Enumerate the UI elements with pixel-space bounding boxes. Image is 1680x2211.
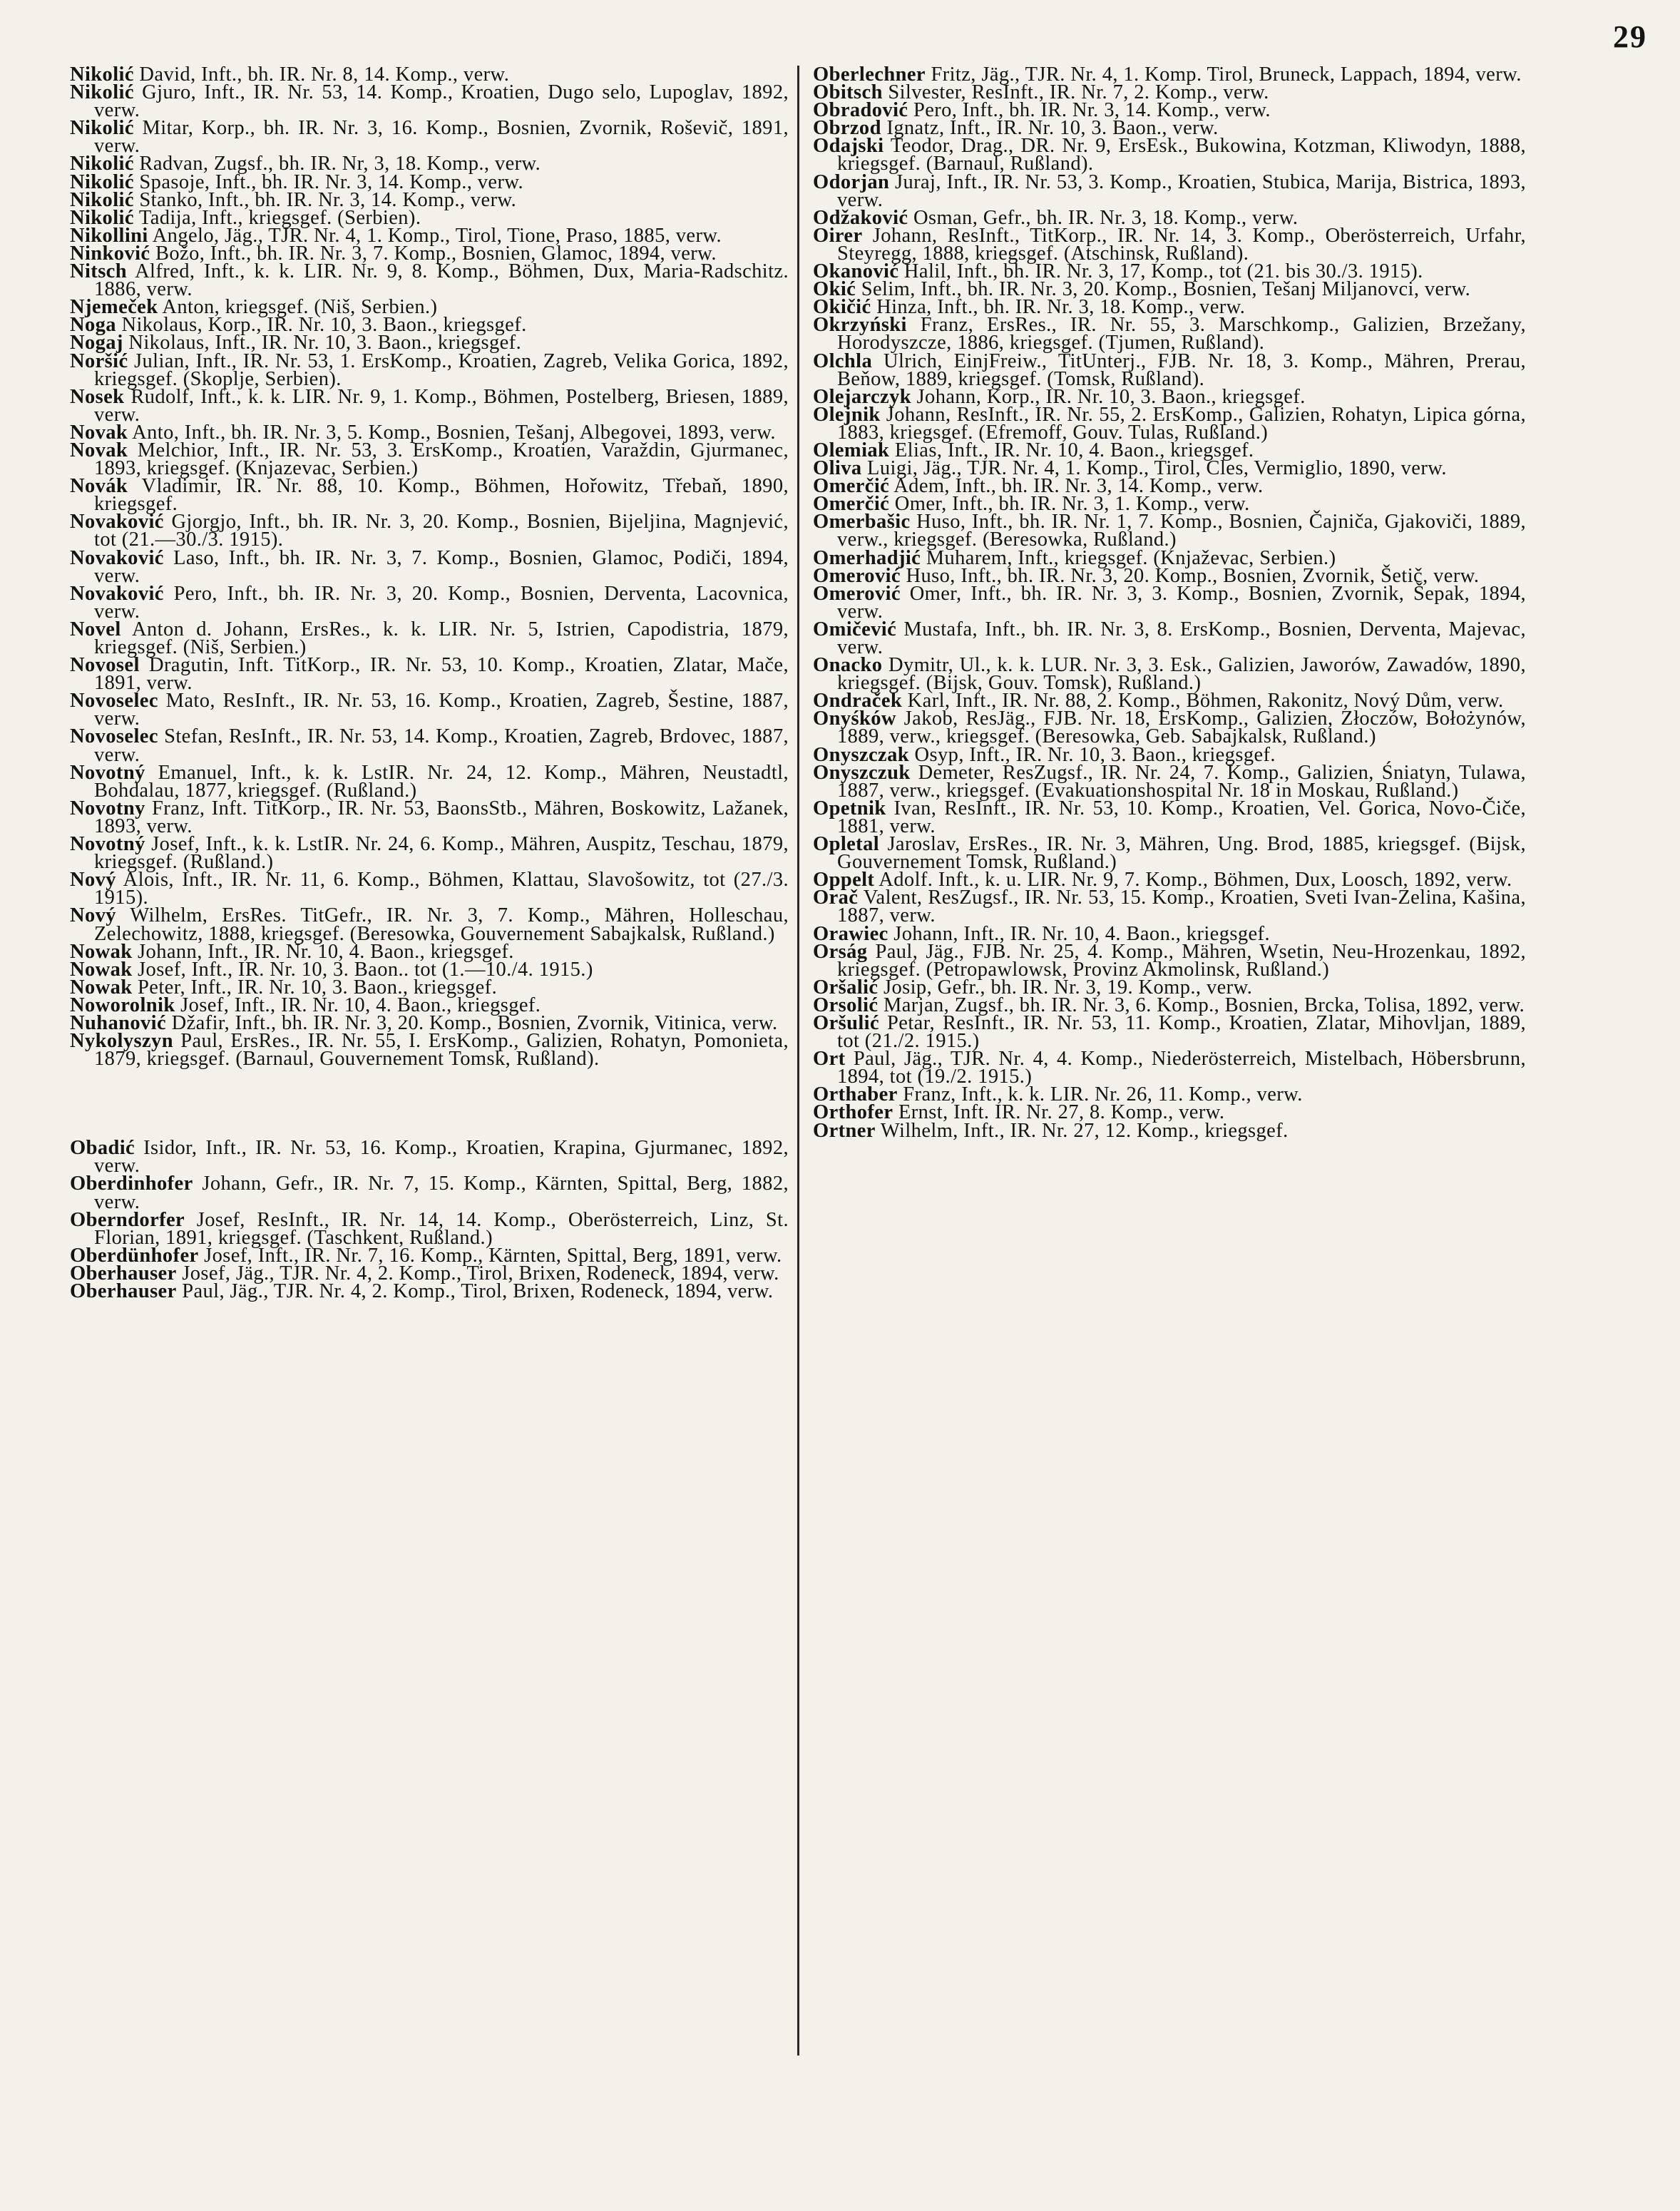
entry-name: Omerhadjić <box>813 546 921 569</box>
entry-text: Wilhelm, Inft., IR. Nr. 27, 12. Komp., kriegsgef. <box>880 1119 1289 1142</box>
list-entry <box>70 439 789 480</box>
list-entry <box>813 511 1526 551</box>
list-entry <box>70 546 789 587</box>
entry-text: Josef, Inft., IR. Nr. 10, 3. Baon.. tot (1.—10./4. 1915.) <box>138 958 593 981</box>
entry-name: Onyszczak <box>813 743 910 766</box>
entry-name: Nový <box>70 869 116 892</box>
list-entry <box>70 385 789 426</box>
entry-name: Novak <box>70 421 128 444</box>
entry-text: Dymitr, Ul., k. k. LUR. Nr. 3, 3. Esk., Galizien, Jaworów, Zawadów, 1890, kriegsgef. (Bijsk, Gouv. Tomsk), Rußland.) <box>837 654 1526 695</box>
entry-text: Julian, Inft., IR. Nr. 53, 1. ErsKomp., Kroatien, Zagreb, Velika Gorica, 1892, kriegsgef. (Skoplje, Serbien). <box>94 349 789 390</box>
entry-name: Olchla <box>813 349 873 372</box>
entry-text: Josef, Inft., IR. Nr. 10, 4. Baon., kriegsgef. <box>180 994 541 1016</box>
entry-name: Odžaković <box>813 206 908 229</box>
entry-text: David, Inft., bh. IR. Nr. 8, 14. Komp., verw. <box>139 63 510 86</box>
list-entry <box>813 403 1526 444</box>
list-entry <box>70 117 789 158</box>
entry-text: Paul, Jäg., FJB. Nr. 25, 4. Komp., Mähren, Wsetin, Neu-Hrozenkau, 1892, kriegsgef. (Petropawlowsk, Provinz Akmolinsk, Rußland.) <box>837 940 1526 981</box>
entry-text: Johann, Korp., IR. Nr. 10, 3. Baon., kriegsgef. <box>916 385 1306 408</box>
entry-text: Anton d. Johann, ErsRes., k. k. LIR. Nr. 5, Istrien, Capodistria, 1879, kriegsgef. (Niš, Serbien.) <box>94 618 789 658</box>
entry-text: Luigi, Jäg., TJR. Nr. 4, 1. Komp., Tirol, Cles, Vermiglio, 1890, verw. <box>867 457 1447 480</box>
entry-name: Onyśków <box>813 708 896 730</box>
list-entry <box>70 1137 789 1178</box>
entry-name: Nykolyszyn <box>70 1030 173 1053</box>
entry-name: Oliva <box>813 457 862 480</box>
list-entry <box>70 797 789 837</box>
entry-name: Nowak <box>70 976 133 999</box>
entry-name: Opletal <box>813 833 880 856</box>
entry-text: Rudolf, Inft., k. k. LIR. Nr. 9, 1. Komp., Böhmen, Postelberg, Briesen, 1889, verw. <box>94 385 789 426</box>
entry-text: Božo, Inft., bh. IR. Nr. 3, 7. Komp., Bosnien, Glamoc, 1894, verw. <box>155 242 717 265</box>
list-entry <box>70 81 789 122</box>
entry-text: Spasoje, Inft., bh. IR. Nr. 3, 14. Komp., verw. <box>139 170 524 193</box>
entry-text: Paul, Jäg., TJR. Nr. 4, 2. Komp., Tirol, Brixen, Rodeneck, 1894, verw. <box>182 1280 774 1302</box>
entry-text: Johann, ResInft., TitKorp., IR. Nr. 14, 3. Komp., Oberösterreich, Urfahr, Steyregg, 1888, kriegsgef. (Atschinsk, Rußland). <box>837 224 1526 265</box>
list-entry <box>70 1282 789 1300</box>
entry-text: Anton, kriegsgef. (Niš, Serbien.) <box>162 296 438 319</box>
entry-text: Ulrich, EinjFreiw., TitUnterj., FJB. Nr. 18, 3. Komp., Mähren, Prerau, Beňow, 1889, kriegsgef. (Tomsk, Rußland). <box>837 349 1526 390</box>
entry-name: Okić <box>813 278 856 301</box>
entry-text: Halil, Inft., bh. IR. Nr. 3, 17, Komp., tot (21. bis 30./3. 1915). <box>903 260 1423 283</box>
entry-name: Ortner <box>813 1119 876 1142</box>
entry-text: Nikolaus, Inft., IR. Nr. 10, 3. Baon., kriegsgef. <box>128 332 522 354</box>
list-entry <box>70 761 789 802</box>
list-entry <box>813 887 1526 927</box>
entry-name: Omerović <box>813 564 901 587</box>
entry-text: Peter, Inft., IR. Nr. 10, 3. Baon., kriegsgef. <box>138 976 498 999</box>
entry-text: Vladimir, IR. Nr. 88, 10. Komp., Böhmen, Hořowitz, Třebaň, 1890, kriegsgef. <box>94 475 789 516</box>
entry-name: Nuhanović <box>70 1011 167 1034</box>
entry-text: Mitar, Korp., bh. IR. Nr. 3, 16. Komp., Bosnien, Zvornik, Roševič, 1891, verw. <box>94 117 789 158</box>
entry-text: Laso, Inft., bh. IR. Nr. 3, 7. Komp., Bosnien, Glamoc, Podiči, 1894, verw. <box>94 546 789 587</box>
list-entry <box>813 582 1527 623</box>
entry-text: Wilhelm, ErsRes. TitGefr., IR. Nr. 3, 7. Komp., Mähren, Holleschau, Zelechowitz, 1888, kriegsgef. (Beresowka, Gouvernement Sabajkalsk, Rußland.) <box>94 904 789 945</box>
entry-text: Anto, Inft., bh. IR. Nr. 3, 5. Komp., Bosnien, Tešanj, Albegovei, 1893, verw. <box>132 421 776 444</box>
entry-text: Selim, Inft., bh. IR. Nr. 3, 20. Komp., Bosnien, Tešanj Miljanovci, verw. <box>861 278 1471 301</box>
page-number: 29 <box>1613 19 1647 54</box>
entry-text: Alfred, Inft., k. k. LIR. Nr. 9, 8. Komp., Böhmen, Dux, Maria-Radschitz. 1886, verw. <box>94 260 789 301</box>
entry-text: Juraj, Inft., IR. Nr. 53, 3. Komp., Kroatien, Stubica, Marija, Bistrica, 1893, verw. <box>837 170 1526 211</box>
entry-text: Nikolaus, Korp., IR. Nr. 10, 3. Baon., kriegsgef. <box>121 314 527 337</box>
entry-name: Omerbašic <box>813 511 911 533</box>
entry-name: Okičić <box>813 296 871 319</box>
list-entry <box>813 618 1526 658</box>
entry-text: Pero, Inft., bh. IR. Nr. 3, 14. Komp., verw. <box>913 99 1271 122</box>
list-entry <box>70 260 789 301</box>
entry-name: Nowak <box>70 958 133 981</box>
list-entry <box>813 316 1526 352</box>
entry-name: Novoselec <box>70 690 158 713</box>
letter-section-gap <box>70 1068 789 1139</box>
entry-text: Huso, Inft., bh. IR. Nr. 3, 20. Komp., Bosnien, Zvornik, Šetič, verw. <box>906 564 1480 587</box>
entry-text: Osman, Gefr., bh. IR. Nr. 3, 18. Komp., verw. <box>913 206 1299 229</box>
entry-name: Ondraček <box>813 690 903 713</box>
entry-text: Adolf. Inft., k. u. LIR. Nr. 9, 7. Komp., Böhmen, Dux, Loosch, 1892, verw. <box>879 869 1512 892</box>
entry-text: Paul, ErsRes., IR. Nr. 55, I. ErsKomp., Galizien, Rohatyn, Pomonieta, 1879, kriegsgef. (Barnaul, Gouvernement Tomsk, Rußland). <box>94 1030 789 1071</box>
entry-name: Oirer <box>813 224 863 247</box>
entry-name: Olejnik <box>813 403 881 426</box>
entry-name: Obradović <box>813 99 908 122</box>
entry-name: Omerčić <box>813 475 890 498</box>
list-entry <box>813 940 1526 981</box>
entry-name: Okrzyński <box>813 314 907 337</box>
entry-text: Jakob, ResJäg., FJB. Nr. 18, ErsKomp., Galizien, Złoczów, Bołożynów, 1889, verw., kriegsgef. (Beresowka, Geb. Sabajkalsk, Rußland.) <box>837 708 1526 748</box>
list-entry <box>70 1030 789 1071</box>
entry-text: Franz, Inft., k. k. LIR. Nr. 26, 11. Komp., verw. <box>903 1083 1303 1106</box>
entry-name: Novaković <box>70 511 164 533</box>
list-entry <box>70 475 789 516</box>
column-divider <box>797 66 799 2056</box>
entry-text: Stanko, Inft., bh. IR. Nr. 3, 14. Komp., verw. <box>139 188 517 211</box>
entry-text: Demeter, ResZugsf., IR. Nr. 24, 7. Komp., Galizien, Śniatyn, Tulawa, 1887, verw., kriegsgef. (Evakuationshospital Nr. 18 in Moskau, Rußland.) <box>837 761 1526 802</box>
entry-name: Oberdinhofer <box>70 1173 193 1195</box>
entries-group-o <box>70 1139 789 1300</box>
entry-name: Nogaj <box>70 332 123 354</box>
entry-name: Orsolić <box>813 994 879 1016</box>
entry-text: Melchior, Inft., IR. Nr. 53, 3. ErsKomp., Kroatien, Varaždin, Gjurmanec, 1893, kriegsgef. (Knjazevac, Serbien.) <box>94 439 789 480</box>
entry-name: Omerović <box>813 582 901 605</box>
list-entry <box>70 349 789 390</box>
entry-name: Olejarczyk <box>813 385 912 408</box>
list-entry <box>813 708 1526 748</box>
entry-name: Nikolić <box>70 153 134 175</box>
entry-name: Novák <box>70 475 128 498</box>
entry-text: Stefan, ResInft., IR. Nr. 53, 14. Komp., Kroatien, Zagreb, Brdovec, 1887, verw. <box>94 725 789 766</box>
entry-text: Elias, Inft., IR. Nr. 10, 4. Baon., kriegsgef. <box>894 439 1254 461</box>
list-entry <box>813 761 1526 802</box>
entry-text: Emanuel, Inft., k. k. LstIR. Nr. 24, 12. Komp., Mähren, Neustadtl, Bohdalau, 1877, kriegsgef. (Rußland.) <box>94 761 789 802</box>
entry-name: Nikolić <box>70 81 134 104</box>
list-entry <box>70 690 789 730</box>
entry-name: Obadić <box>70 1137 135 1160</box>
entry-name: Oršalić <box>813 976 879 999</box>
entry-text: Tadija, Inft., kriegsgef. (Serbien). <box>138 206 421 229</box>
entry-text: Johann, Gefr., IR. Nr. 7, 15. Komp., Kärnten, Spittal, Berg, 1882, verw. <box>94 1173 789 1213</box>
list-entry <box>813 137 1526 173</box>
entry-name: Orthofer <box>813 1101 893 1124</box>
entry-text: Muharem, Inft., kriegsgef. (Knjaževac, Serbien.) <box>926 546 1336 569</box>
entry-name: Novotný <box>70 761 145 784</box>
entry-text: Johann, Inft., IR. Nr. 10, 4. Baon., kriegsgef. <box>138 940 514 963</box>
entry-name: Okanović <box>813 260 899 283</box>
list-entry <box>813 654 1526 695</box>
entry-name: Opetnik <box>813 797 886 819</box>
entry-text: Josef, Jäg., TJR. Nr. 4, 2. Komp., Tirol, Brixen, Rodeneck, 1894, verw. <box>182 1262 779 1285</box>
entry-name: Orság <box>813 940 868 963</box>
entry-name: Oberhauser <box>70 1280 177 1302</box>
entry-text: Teodor, Drag., DR. Nr. 9, ErsEsk., Bukowina, Kotzman, Kliwodyn, 1888, kriegsgef. (Barnaul, Rußland). <box>837 135 1526 175</box>
entry-text: Ernst, Inft. IR. Nr. 27, 8. Komp., verw. <box>898 1101 1225 1124</box>
entry-text: Radvan, Zugsf., bh. IR. Nr, 3, 18. Komp., verw. <box>139 153 541 175</box>
entry-text: Josef, Inft., k. k. LstIR. Nr. 24, 6. Komp., Mähren, Auspitz, Teschau, 1879, kriegsgef. (Rußland.) <box>94 833 789 874</box>
entry-name: Novaković <box>70 582 164 605</box>
entry-name: Oberlechner <box>813 63 926 86</box>
entry-text: Angelo, Jäg., TJR. Nr. 4, 1. Komp., Tirol, Tione, Praso, 1885, verw. <box>152 224 722 247</box>
list-entry <box>70 618 789 658</box>
entry-name: Orthaber <box>813 1083 898 1106</box>
entry-name: Novosel <box>70 654 140 677</box>
entry-name: Nosek <box>70 385 125 408</box>
entry-name: Oršulić <box>813 1011 880 1034</box>
entry-text: Omer, Inft., bh. IR. Nr. 3, 3. Komp., Bosnien, Zvornik, Šepak, 1894, verw. <box>837 582 1527 623</box>
entry-name: Nikolić <box>70 63 134 86</box>
entry-text: Karl, Inft., IR. Nr. 88, 2. Komp., Böhmen, Rakonitz, Nový Dům, verw. <box>907 690 1504 713</box>
entry-text: Franz, Inft. TitKorp., IR. Nr. 53, BaonsStb., Mähren, Boskowitz, Lažanek, 1893, verw. <box>94 797 789 837</box>
entry-name: Nikolić <box>70 170 134 193</box>
entry-name: Onyszczuk <box>813 761 911 784</box>
list-entry <box>813 1011 1526 1053</box>
entry-name: Orač <box>813 887 859 909</box>
entry-text: Silvester, ResInft., IR. Nr. 7, 2. Komp., verw. <box>888 81 1269 104</box>
entry-name: Orawiec <box>813 922 888 945</box>
left-column <box>70 63 789 1302</box>
list-entry <box>70 654 789 695</box>
entry-name: Oppelt <box>813 869 875 892</box>
list-entry <box>70 833 789 874</box>
list-entry <box>70 1208 789 1249</box>
entry-name: Obitsch <box>813 81 883 104</box>
entry-name: Ninković <box>70 242 150 265</box>
entry-name: Novotný <box>70 833 145 856</box>
entry-name: Oberdünhofer <box>70 1244 199 1267</box>
list-entry <box>813 224 1526 265</box>
list-entry <box>813 797 1526 837</box>
entry-text: Johann, ResInft., IR. Nr. 55, 2. ErsKomp., Galizien, Rohatyn, Lipica górna, 1883, kriegsgef. (Efremoff, Gouv. Tulas, Rußland.) <box>837 403 1526 444</box>
list-entry <box>813 349 1526 390</box>
entry-name: Nikolić <box>70 117 134 140</box>
entry-name: Onacko <box>813 654 883 677</box>
entry-text: Pero, Inft., bh. IR. Nr. 3, 20. Komp., Bosnien, Derventa, Lacovnica, verw. <box>94 582 789 623</box>
list-entry <box>813 1119 1526 1142</box>
entry-text: Adem, Inft., bh. IR. Nr. 3, 14. Komp., verw. <box>893 475 1264 498</box>
entry-name: Novaković <box>70 546 164 569</box>
list-entry <box>70 511 789 551</box>
list-entry <box>70 871 789 907</box>
entry-text: Johann, Inft., IR. Nr. 10, 4. Baon., kriegsgef. <box>893 922 1270 945</box>
entry-text: Isidor, Inft., IR. Nr. 53, 16. Komp., Kroatien, Krapina, Gjurmanec, 1892, verw. <box>94 1137 789 1178</box>
entry-name: Novak <box>70 439 128 461</box>
list-entry <box>70 904 789 945</box>
list-entry <box>813 170 1526 211</box>
entry-name: Odajski <box>813 135 884 158</box>
entry-name: Nikolić <box>70 206 134 229</box>
entry-text: Jaroslav, ErsRes., IR. Nr. 3, Mähren, Ung. Brod, 1885, kriegsgef. (Bijsk, Gouvernement Tomsk, Rußland.) <box>837 833 1526 874</box>
entry-name: Olemiak <box>813 439 890 461</box>
entry-name: Nový <box>70 904 116 927</box>
entry-name: Nikolić <box>70 188 134 211</box>
entries-group-n <box>70 63 789 1071</box>
entry-name: Oberndorfer <box>70 1208 185 1231</box>
entry-text: Valent, ResZugsf., IR. Nr. 53, 15. Komp., Kroatien, Sveti Ivan-Zelina, Kašina, 1887, verw. <box>837 887 1526 927</box>
entry-text: Ignatz, Inft., IR. Nr. 10, 3. Baon., verw. <box>886 117 1219 140</box>
entry-name: Ort <box>813 1048 846 1071</box>
list-entry <box>813 833 1526 874</box>
entry-text: Paul, Jäg., TJR. Nr. 4, 4. Komp., Niederösterreich, Mistelbach, Höbersbrunn, 1894, tot (19./2. 1915.) <box>837 1048 1526 1088</box>
entry-name: Nitsch <box>70 260 127 283</box>
entry-text: Fritz, Jäg., TJR. Nr. 4, 1. Komp. Tirol, Bruneck, Lappach, 1894, verw. <box>931 63 1522 86</box>
entry-name: Njemeček <box>70 296 158 319</box>
entry-text: Mustafa, Inft., bh. IR. Nr. 3, 8. ErsKomp., Bosnien, Derventa, Majevac, verw. <box>837 618 1526 658</box>
entry-text: Josef, ResInft., IR. Nr. 14, 14. Komp., Oberösterreich, Linz, St. Florian, 1891, kriegsgef. (Taschkent, Rußland.) <box>94 1208 789 1249</box>
list-entry <box>813 1050 1526 1086</box>
entry-text: Petar, ResInft., IR. Nr. 53, 11. Komp., Kroatien, Zlatar, Mihovljan, 1889, tot (21./2. 1915.) <box>837 1011 1526 1053</box>
entry-name: Novoselec <box>70 725 158 748</box>
entry-text: Mato, ResInft., IR. Nr. 53, 16. Komp., Kroatien, Zagreb, Šestine, 1887, verw. <box>94 690 789 730</box>
entry-text: Osyp, Inft., IR. Nr. 10, 3. Baon., kriegsgef. <box>914 743 1276 766</box>
entry-name: Nowak <box>70 940 133 963</box>
entry-name: Noršić <box>70 349 128 372</box>
entry-name: Nikollini <box>70 224 148 247</box>
entry-text: Alois, Inft., IR. Nr. 11, 6. Komp., Böhmen, Klattau, Slavošowitz, tot (27./3. 1915). <box>94 869 789 909</box>
right-column <box>813 63 1527 1142</box>
entry-text: Josef, Inft., IR. Nr. 7, 16. Komp., Kärnten, Spittal, Berg, 1891, verw. <box>204 1244 782 1267</box>
entry-name: Novel <box>70 618 121 640</box>
entry-text: Marjan, Zugsf., bh. IR. Nr. 3, 6. Komp., Bosnien, Brcka, Tolisa, 1892, verw. <box>883 994 1525 1016</box>
entry-name: Novotny <box>70 797 145 819</box>
entry-text: Huso, Inft., bh. IR. Nr. 1, 7. Komp., Bosnien, Čajniča, Gjakoviči, 1889, verw., kriegsgef. (Beresowka, Rußland.) <box>837 511 1526 551</box>
entry-name: Noga <box>70 314 116 337</box>
list-entry <box>70 582 789 623</box>
entry-text: Josip, Gefr., bh. IR. Nr. 3, 19. Komp., verw. <box>883 976 1253 999</box>
entry-name: Obrzod <box>813 117 881 140</box>
entry-name: Omičević <box>813 618 897 640</box>
entry-text: Gjorgjo, Inft., bh. IR. Nr. 3, 20. Komp., Bosnien, Bijeljina, Magnjević, tot (21.—30./3. 1915). <box>94 511 789 551</box>
entry-text: Ivan, ResInft., IR. Nr. 53, 10. Komp., Kroatien, Vel. Gorica, Novo-Čiče, 1881, verw. <box>837 797 1526 837</box>
list-entry <box>70 725 789 766</box>
entry-name: Noworolnik <box>70 994 175 1016</box>
list-entry <box>70 1173 789 1213</box>
entry-text: Hinza, Inft., bh. IR. Nr. 3, 18. Komp., verw. <box>876 296 1246 319</box>
entry-text: Omer, Inft., bh. IR. Nr. 3, 1. Komp., verw. <box>894 493 1250 516</box>
entry-text: Franz, ErsRes., IR. Nr. 55, 3. Marschkomp., Galizien, Brzežany, Horodyszcze, 1886, kriegsgef. (Tjumen, Rußland). <box>837 314 1526 354</box>
entry-name: Odorjan <box>813 170 890 193</box>
entry-text: Džafir, Inft., bh. IR. Nr. 3, 20. Komp., Bosnien, Zvornik, Vitinica, verw. <box>171 1011 778 1034</box>
entry-text: Gjuro, Inft., IR. Nr. 53, 14. Komp., Kroatien, Dugo selo, Lupoglav, 1892, verw. <box>94 81 789 122</box>
entry-name: Oberhauser <box>70 1262 177 1285</box>
entry-name: Omerčić <box>813 493 890 516</box>
entry-text: Dragutin, Inft. TitKorp., IR. Nr. 53, 10. Komp., Kroatien, Zlatar, Mače, 1891, verw. <box>94 654 789 695</box>
